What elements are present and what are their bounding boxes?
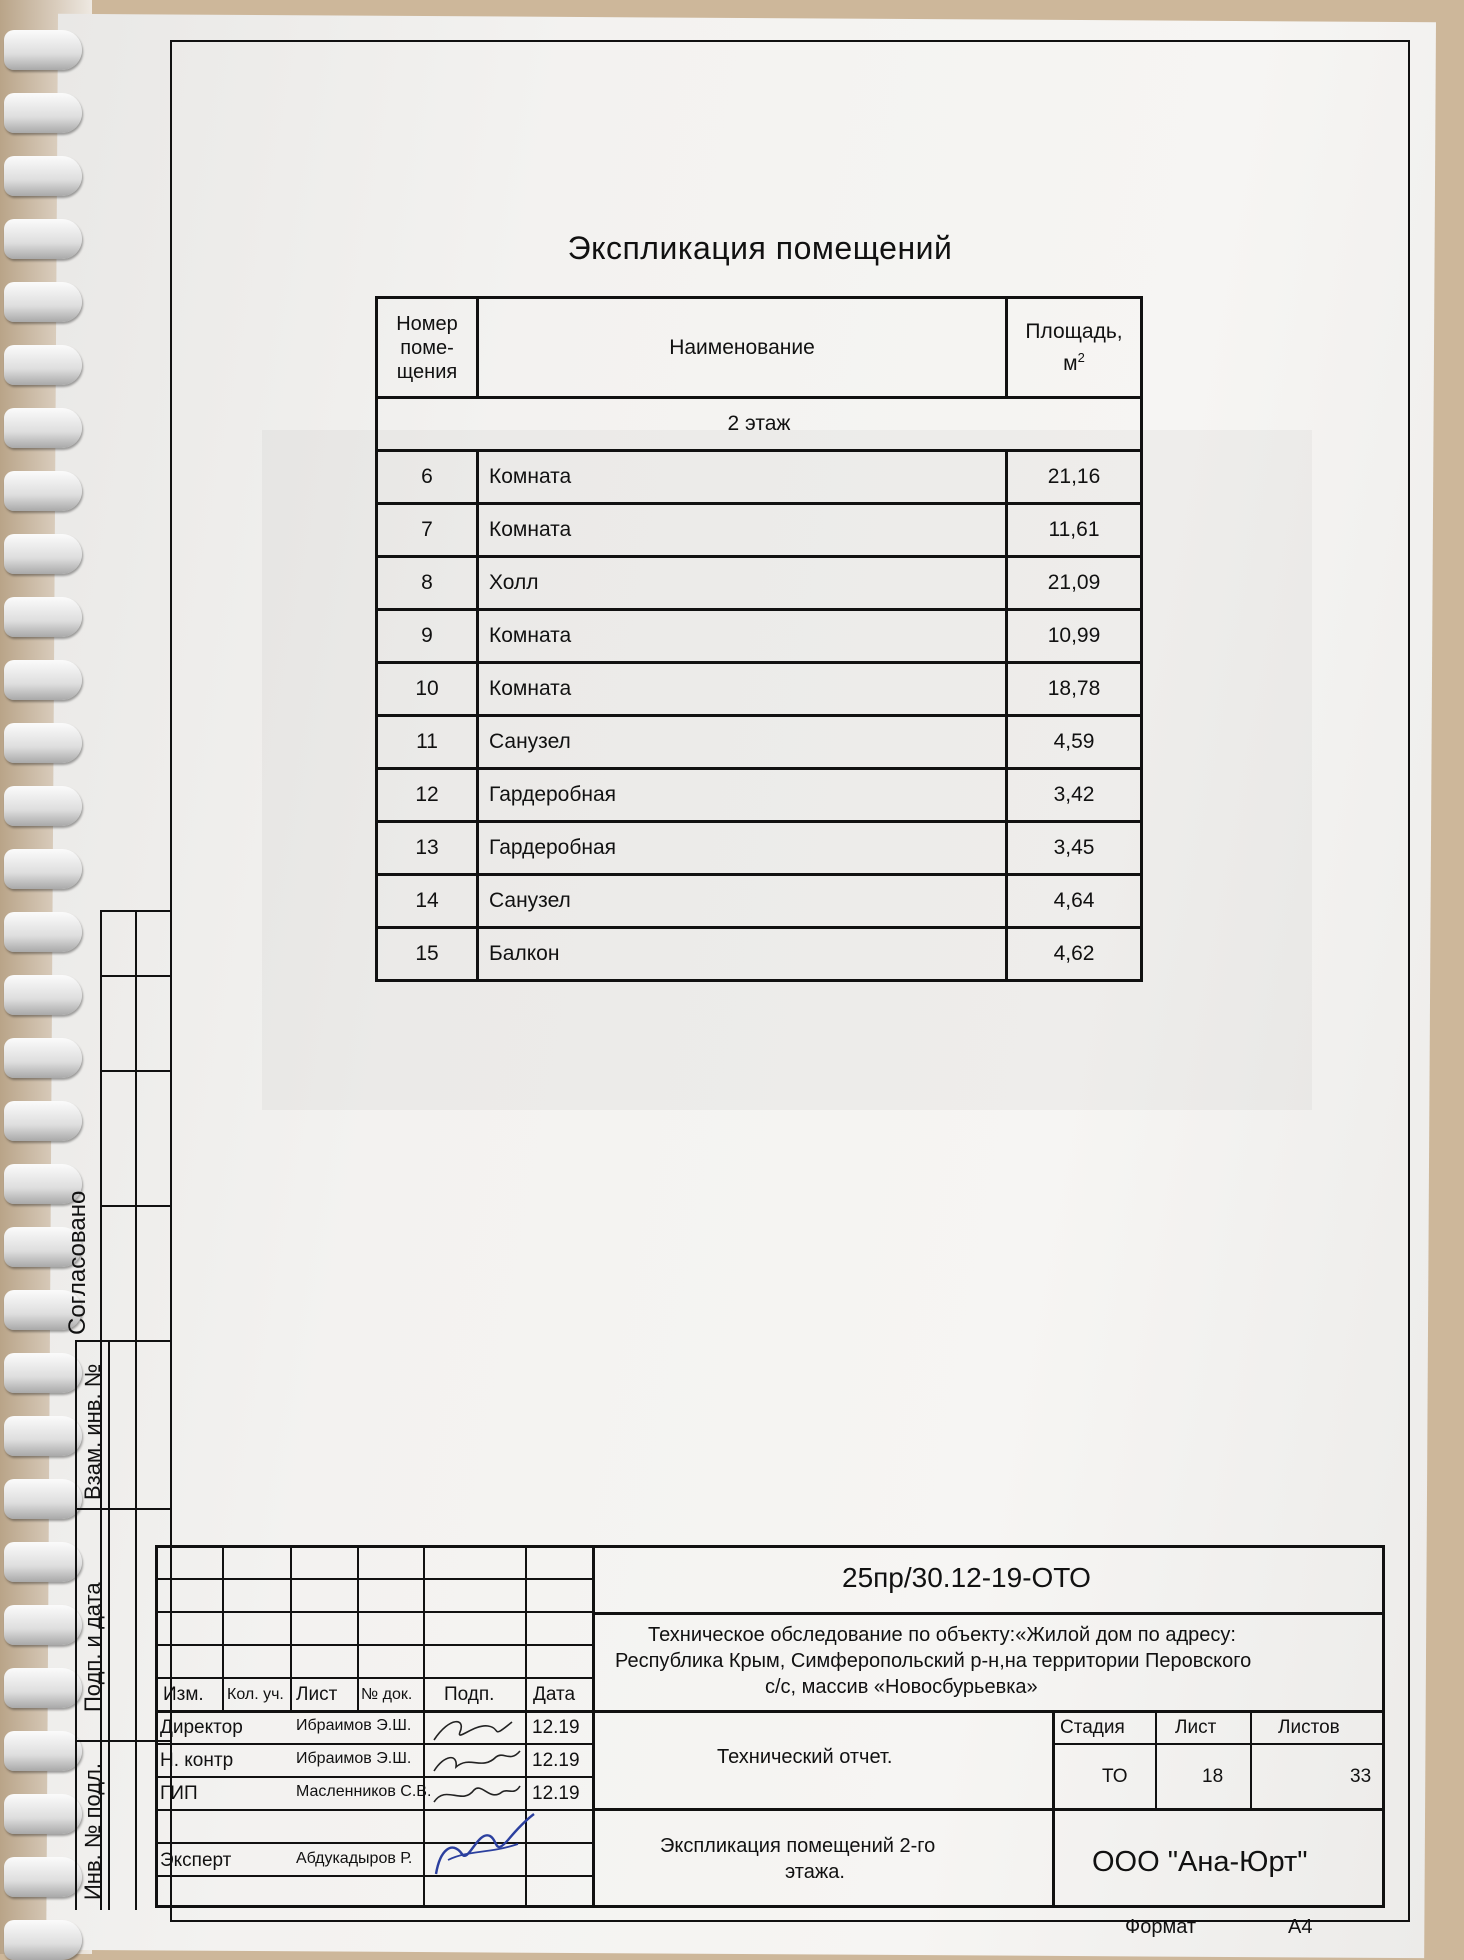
header-area-unit-sup: 2 (1077, 349, 1085, 365)
room-area-cell: 4,64 (1007, 875, 1142, 928)
room-area-cell: 18,78 (1007, 663, 1142, 716)
binding-ring (4, 1101, 82, 1141)
object-line-2: Республика Крым, Симферопольский р-н,на территории Перовского (615, 1650, 1252, 1672)
binding-ring (4, 975, 82, 1015)
object-line-3: с/с, массив «Новосбурьевка» (765, 1676, 1038, 1698)
col-doc: № док. (361, 1686, 413, 1703)
room-number-cell: 11 (377, 716, 478, 769)
header-number (377, 298, 478, 398)
room-name-cell: Комната (478, 663, 1007, 716)
header-number-line: поме- (400, 336, 454, 359)
binding-ring (4, 30, 82, 70)
staff-date: 12.19 (532, 1783, 580, 1804)
col-kol: Кол. уч. (227, 1686, 284, 1703)
table-row (377, 875, 1142, 928)
sheet-value: 18 (1202, 1766, 1224, 1787)
table-row (377, 716, 1142, 769)
binding-ring (4, 1668, 82, 1708)
staff-name: Ибраимов Э.Ш. (296, 1750, 412, 1767)
staff-date: 12.19 (532, 1717, 580, 1738)
binding-ring (4, 1920, 82, 1960)
table-row (377, 504, 1142, 557)
room-number-cell: 10 (377, 663, 478, 716)
staff-role: ГИП (160, 1783, 198, 1804)
format-label: Формат (1125, 1916, 1197, 1938)
binding-ring (4, 534, 82, 574)
table-row (377, 769, 1142, 822)
signature-norm-control (430, 1745, 525, 1779)
room-area-cell: 3,42 (1007, 769, 1142, 822)
staff-name: Масленников С.В. (296, 1783, 432, 1800)
binding-ring (4, 282, 82, 322)
binding-ring (4, 408, 82, 448)
table-row (377, 557, 1142, 610)
col-date: Дата (533, 1684, 576, 1705)
page-title: Экспликация помещений (567, 230, 953, 266)
staff-name: Абдукадыров Р. (296, 1850, 413, 1867)
header-number-line: щения (396, 360, 458, 383)
sheet-title-line-1: Экспликация помещений 2-го (660, 1835, 936, 1857)
object-line-1: Техническое обследование по объекту:«Жилой дом по адресу: (648, 1624, 1236, 1646)
room-number-cell: 9 (377, 610, 478, 663)
binding-ring (4, 1353, 82, 1393)
staff-date: 12.19 (532, 1750, 580, 1771)
room-area-cell: 10,99 (1007, 610, 1142, 663)
table-row (377, 610, 1142, 663)
binding-ring (4, 1542, 82, 1582)
binding-ring (4, 660, 82, 700)
col-podp: Подп. (444, 1684, 495, 1705)
room-area-cell: 21,16 (1007, 451, 1142, 504)
document-code: 25пр/30.12-19-ОТО (842, 1562, 1091, 1593)
room-number-cell: 6 (377, 451, 478, 504)
room-area-cell: 3,45 (1007, 822, 1142, 875)
header-name: Наименование (478, 298, 1007, 398)
binding-ring (4, 912, 82, 952)
room-number-cell: 7 (377, 504, 478, 557)
format-value: А4 (1288, 1916, 1313, 1938)
binding-ring (4, 1479, 82, 1519)
binding-ring (4, 1416, 82, 1456)
binding-ring (4, 597, 82, 637)
room-name-cell: Гардеробная (478, 769, 1007, 822)
staff-role: Эксперт (160, 1850, 232, 1871)
binding-ring (4, 471, 82, 511)
floor-row: 2 этаж (377, 398, 1142, 451)
room-name-cell: Санузел (478, 716, 1007, 769)
binding-ring (4, 1857, 82, 1897)
binding-ring (4, 156, 82, 196)
room-number-cell: 14 (377, 875, 478, 928)
binding-ring (4, 1731, 82, 1771)
room-name-cell: Балкон (478, 928, 1007, 981)
header-area-label: Площадь, (1025, 319, 1123, 343)
col-izm: Изм. (163, 1684, 204, 1705)
company-name: ООО "Ана-Юрт" (1092, 1846, 1308, 1878)
replaced-inv-label: Взам. инв. № (80, 1363, 105, 1500)
table-row (377, 928, 1142, 981)
binding-ring (4, 723, 82, 763)
binding-ring (4, 1794, 82, 1834)
room-name-cell: Гардеробная (478, 822, 1007, 875)
sign-date-label: Подп. и дата (80, 1582, 105, 1712)
signature-director (430, 1712, 525, 1746)
table-row (377, 822, 1142, 875)
room-number-cell: 12 (377, 769, 478, 822)
binding-ring (4, 786, 82, 826)
stage-label: Стадия (1060, 1717, 1125, 1738)
room-name-cell: Комната (478, 610, 1007, 663)
inv-orig-label: Инв. № подл. (80, 1762, 105, 1900)
sheet-title-line-2: этажа. (785, 1861, 845, 1883)
col-list: Лист (296, 1684, 338, 1705)
signature-expert (428, 1810, 538, 1882)
binding-ring (4, 1605, 82, 1645)
room-area-cell: 4,62 (1007, 928, 1142, 981)
room-number-cell: 15 (377, 928, 478, 981)
room-name-cell: Комната (478, 451, 1007, 504)
report-label: Технический отчет. (717, 1746, 893, 1768)
room-area-cell: 4,59 (1007, 716, 1142, 769)
stage-value: ТО (1102, 1766, 1128, 1787)
binding-ring (4, 849, 82, 889)
rooms-table (375, 296, 1143, 982)
room-number-cell: 8 (377, 557, 478, 610)
header-number-line: Номер (396, 312, 458, 335)
agreed-label: Согласовано (64, 1190, 91, 1335)
binding-ring (4, 219, 82, 259)
staff-role: Н. контр (160, 1750, 234, 1771)
staff-role: Директор (160, 1717, 243, 1738)
header-area-unit: м (1063, 351, 1078, 375)
staff-name: Ибраимов Э.Ш. (296, 1717, 412, 1734)
room-name-cell: Санузел (478, 875, 1007, 928)
room-number-cell: 13 (377, 822, 478, 875)
binding-ring (4, 1038, 82, 1078)
sheets-label: Листов (1278, 1717, 1340, 1738)
room-name-cell: Холл (478, 557, 1007, 610)
binding-ring (4, 345, 82, 385)
room-name-cell: Комната (478, 504, 1007, 557)
header-area (1007, 298, 1142, 398)
table-row (377, 451, 1142, 504)
signature-gip (428, 1778, 523, 1812)
binding-ring (4, 93, 82, 133)
sheets-value: 33 (1350, 1766, 1372, 1787)
table-row (377, 663, 1142, 716)
sheet-label: Лист (1175, 1717, 1217, 1738)
room-area-cell: 21,09 (1007, 557, 1142, 610)
room-area-cell: 11,61 (1007, 504, 1142, 557)
